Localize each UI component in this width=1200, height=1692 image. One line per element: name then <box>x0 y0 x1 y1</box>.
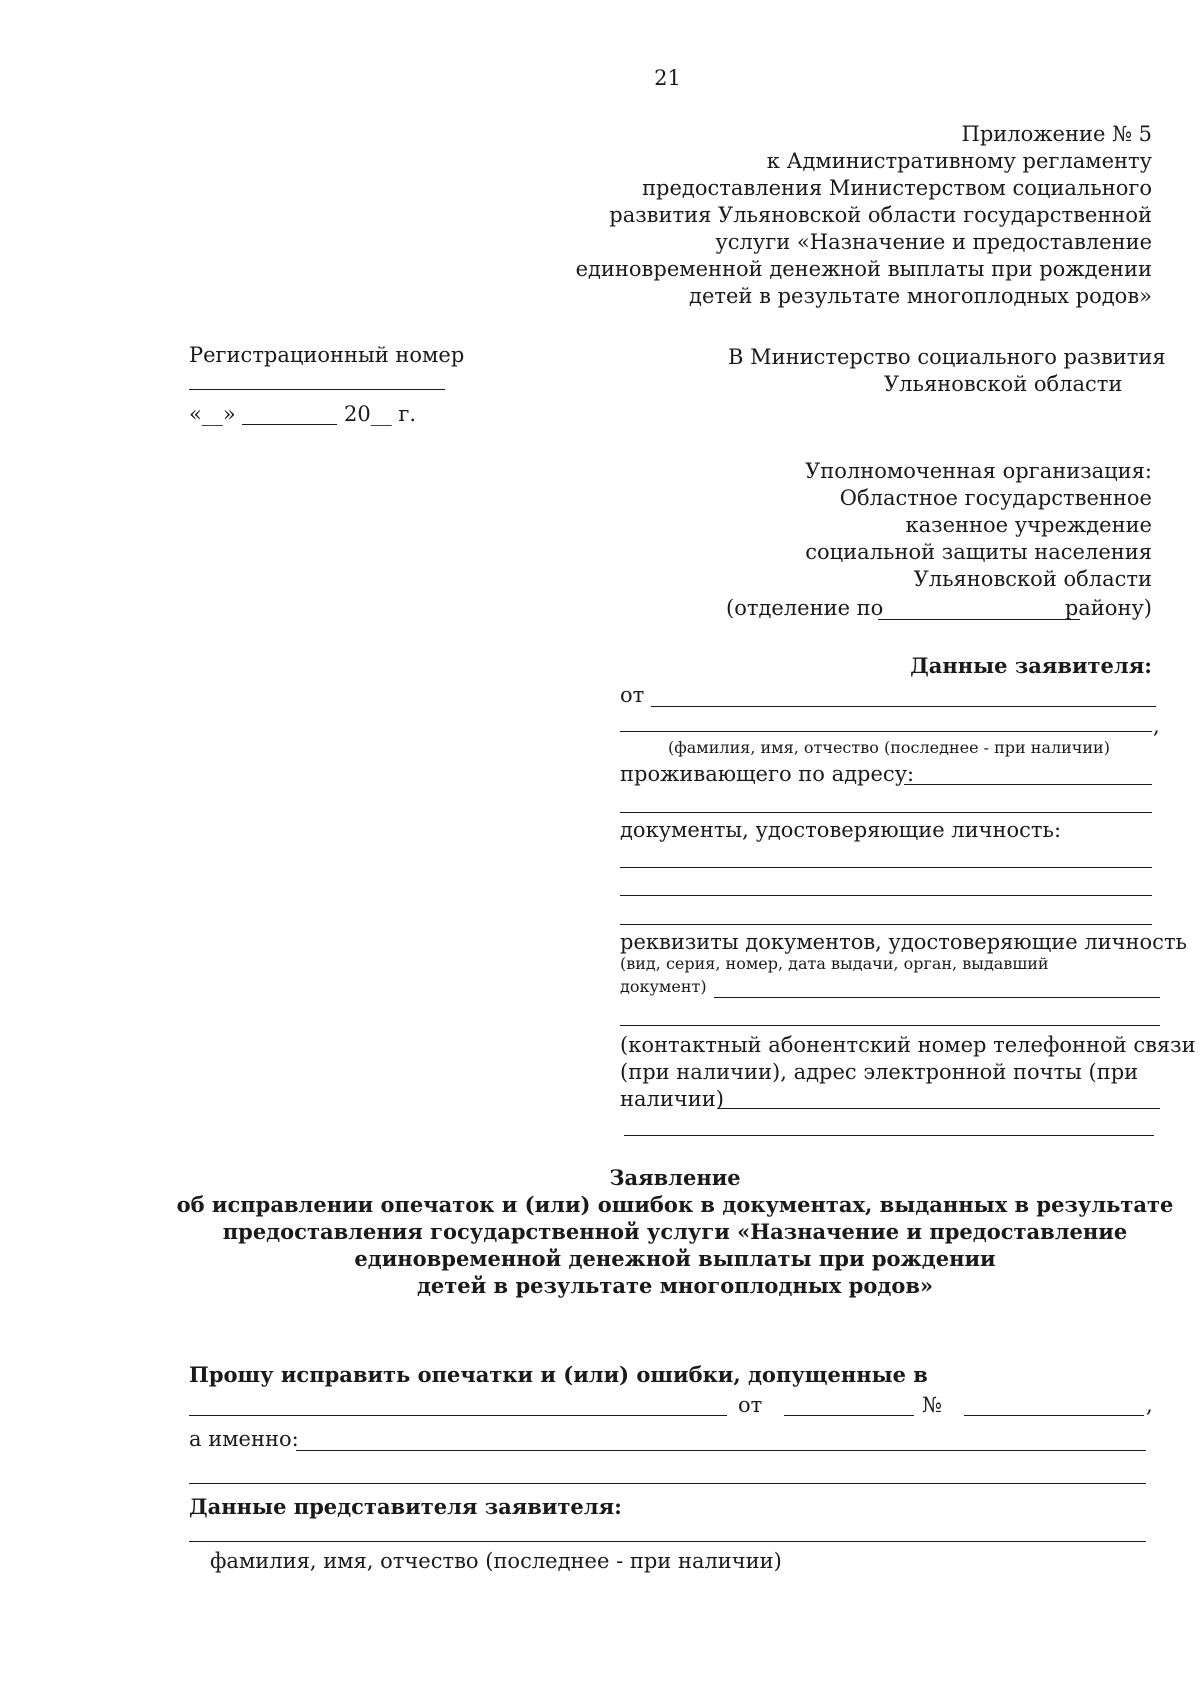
organization-line: социальной защиты населения <box>805 540 1152 564</box>
registration-number-field[interactable] <box>189 389 445 390</box>
applicant-id-docs-field-2[interactable] <box>620 895 1152 896</box>
applicant-address-label: проживающего по адресу: <box>620 762 915 786</box>
applicant-address-field[interactable] <box>904 784 1152 785</box>
request-number-label: № <box>922 1393 942 1417</box>
appendix-line: предоставления Министерством социального <box>642 176 1152 200</box>
request-namely-field[interactable] <box>296 1450 1146 1451</box>
branch-district-field[interactable] <box>878 619 1080 620</box>
page-number: 21 <box>654 66 681 90</box>
applicant-contact-label: (контактный абонентский номер телефонной связи <box>620 1033 1196 1057</box>
request-text: Прошу исправить опечатки и (или) ошибки, допущенные в <box>189 1362 928 1387</box>
registration-date-year: 20__ г. <box>344 402 417 426</box>
appendix-line: единовременной денежной выплаты при рождении <box>575 257 1152 281</box>
statement-subtitle: об исправлении опечаток и (или) ошибок в документах, выданных в результате <box>176 1192 1174 1217</box>
recipient-line: Ульяновской области <box>884 372 1123 396</box>
applicant-id-docs-field-3[interactable] <box>620 924 1152 925</box>
applicant-id-docs-label: документы, удостоверяющие личность: <box>620 818 1062 842</box>
appendix-line: услуги «Назначение и предоставление <box>715 230 1152 254</box>
organization-line: Уполномоченная организация: <box>805 459 1152 483</box>
statement-subtitle: единовременной денежной выплаты при рождении <box>354 1246 996 1271</box>
registration-label: Регистрационный номер <box>189 343 465 367</box>
applicant-requisites-field-2[interactable] <box>620 1025 1160 1026</box>
organization-line: Областное государственное <box>839 486 1152 510</box>
applicant-contact-label: (при наличии), адрес электронной почты (при <box>620 1060 1139 1084</box>
request-number-field[interactable] <box>964 1415 1144 1416</box>
request-namely-label: а именно: <box>189 1427 299 1451</box>
applicant-id-docs-field-1[interactable] <box>620 867 1152 868</box>
applicant-contact-field-2[interactable] <box>624 1135 1154 1136</box>
statement-subtitle: детей в результате многоплодных родов» <box>416 1273 934 1298</box>
request-namely-field-2[interactable] <box>189 1483 1146 1484</box>
organization-line: Ульяновской области <box>913 567 1152 591</box>
appendix-line: к Административному регламенту <box>766 149 1152 173</box>
request-document-field[interactable] <box>189 1415 727 1416</box>
request-comma: , <box>1146 1393 1153 1417</box>
appendix-line: детей в результате многоплодных родов» <box>689 284 1152 308</box>
applicant-requisites-hint: (вид, серия, номер, дата выдачи, орган, выдавший <box>620 954 1049 973</box>
representative-fio-field[interactable] <box>189 1541 1146 1542</box>
applicant-from-label: от <box>620 683 645 707</box>
registration-date-day: «__» <box>189 402 236 426</box>
applicant-fio-field[interactable] <box>651 706 1156 707</box>
request-date-field[interactable] <box>784 1415 914 1416</box>
statement-subtitle: предоставления государственной услуги «Назначение и предоставление <box>222 1219 1128 1244</box>
applicant-comma: , <box>1153 714 1160 738</box>
organization-line: казенное учреждение <box>905 513 1152 537</box>
applicant-heading: Данные заявителя: <box>910 653 1152 678</box>
appendix-line: развития Ульяновской области государственной <box>609 203 1152 227</box>
branch-prefix: (отделение по <box>726 596 884 620</box>
request-from-label: от <box>738 1393 763 1417</box>
applicant-requisites-label: реквизиты документов, удостоверяющие личность <box>620 930 1187 954</box>
recipient-line: В Министерство социального развития <box>728 345 1166 369</box>
registration-date-month-field[interactable] <box>242 424 337 425</box>
appendix-line: Приложение № 5 <box>961 122 1152 146</box>
representative-heading: Данные представителя заявителя: <box>189 1494 622 1519</box>
representative-fio-hint: фамилия, имя, отчество (последнее - при наличии) <box>210 1549 782 1573</box>
applicant-fio-hint: (фамилия, имя, отчество (последнее - при наличии) <box>668 738 1110 757</box>
applicant-requisites-hint: документ) <box>620 977 707 996</box>
applicant-address-field-2[interactable] <box>620 812 1152 813</box>
applicant-requisites-field[interactable] <box>714 997 1160 998</box>
applicant-fio-field-2[interactable] <box>620 731 1152 732</box>
applicant-contact-label: наличии) <box>620 1087 724 1111</box>
applicant-contact-field[interactable] <box>718 1108 1160 1109</box>
statement-title: Заявление <box>609 1165 741 1190</box>
branch-suffix: району) <box>1064 596 1152 620</box>
